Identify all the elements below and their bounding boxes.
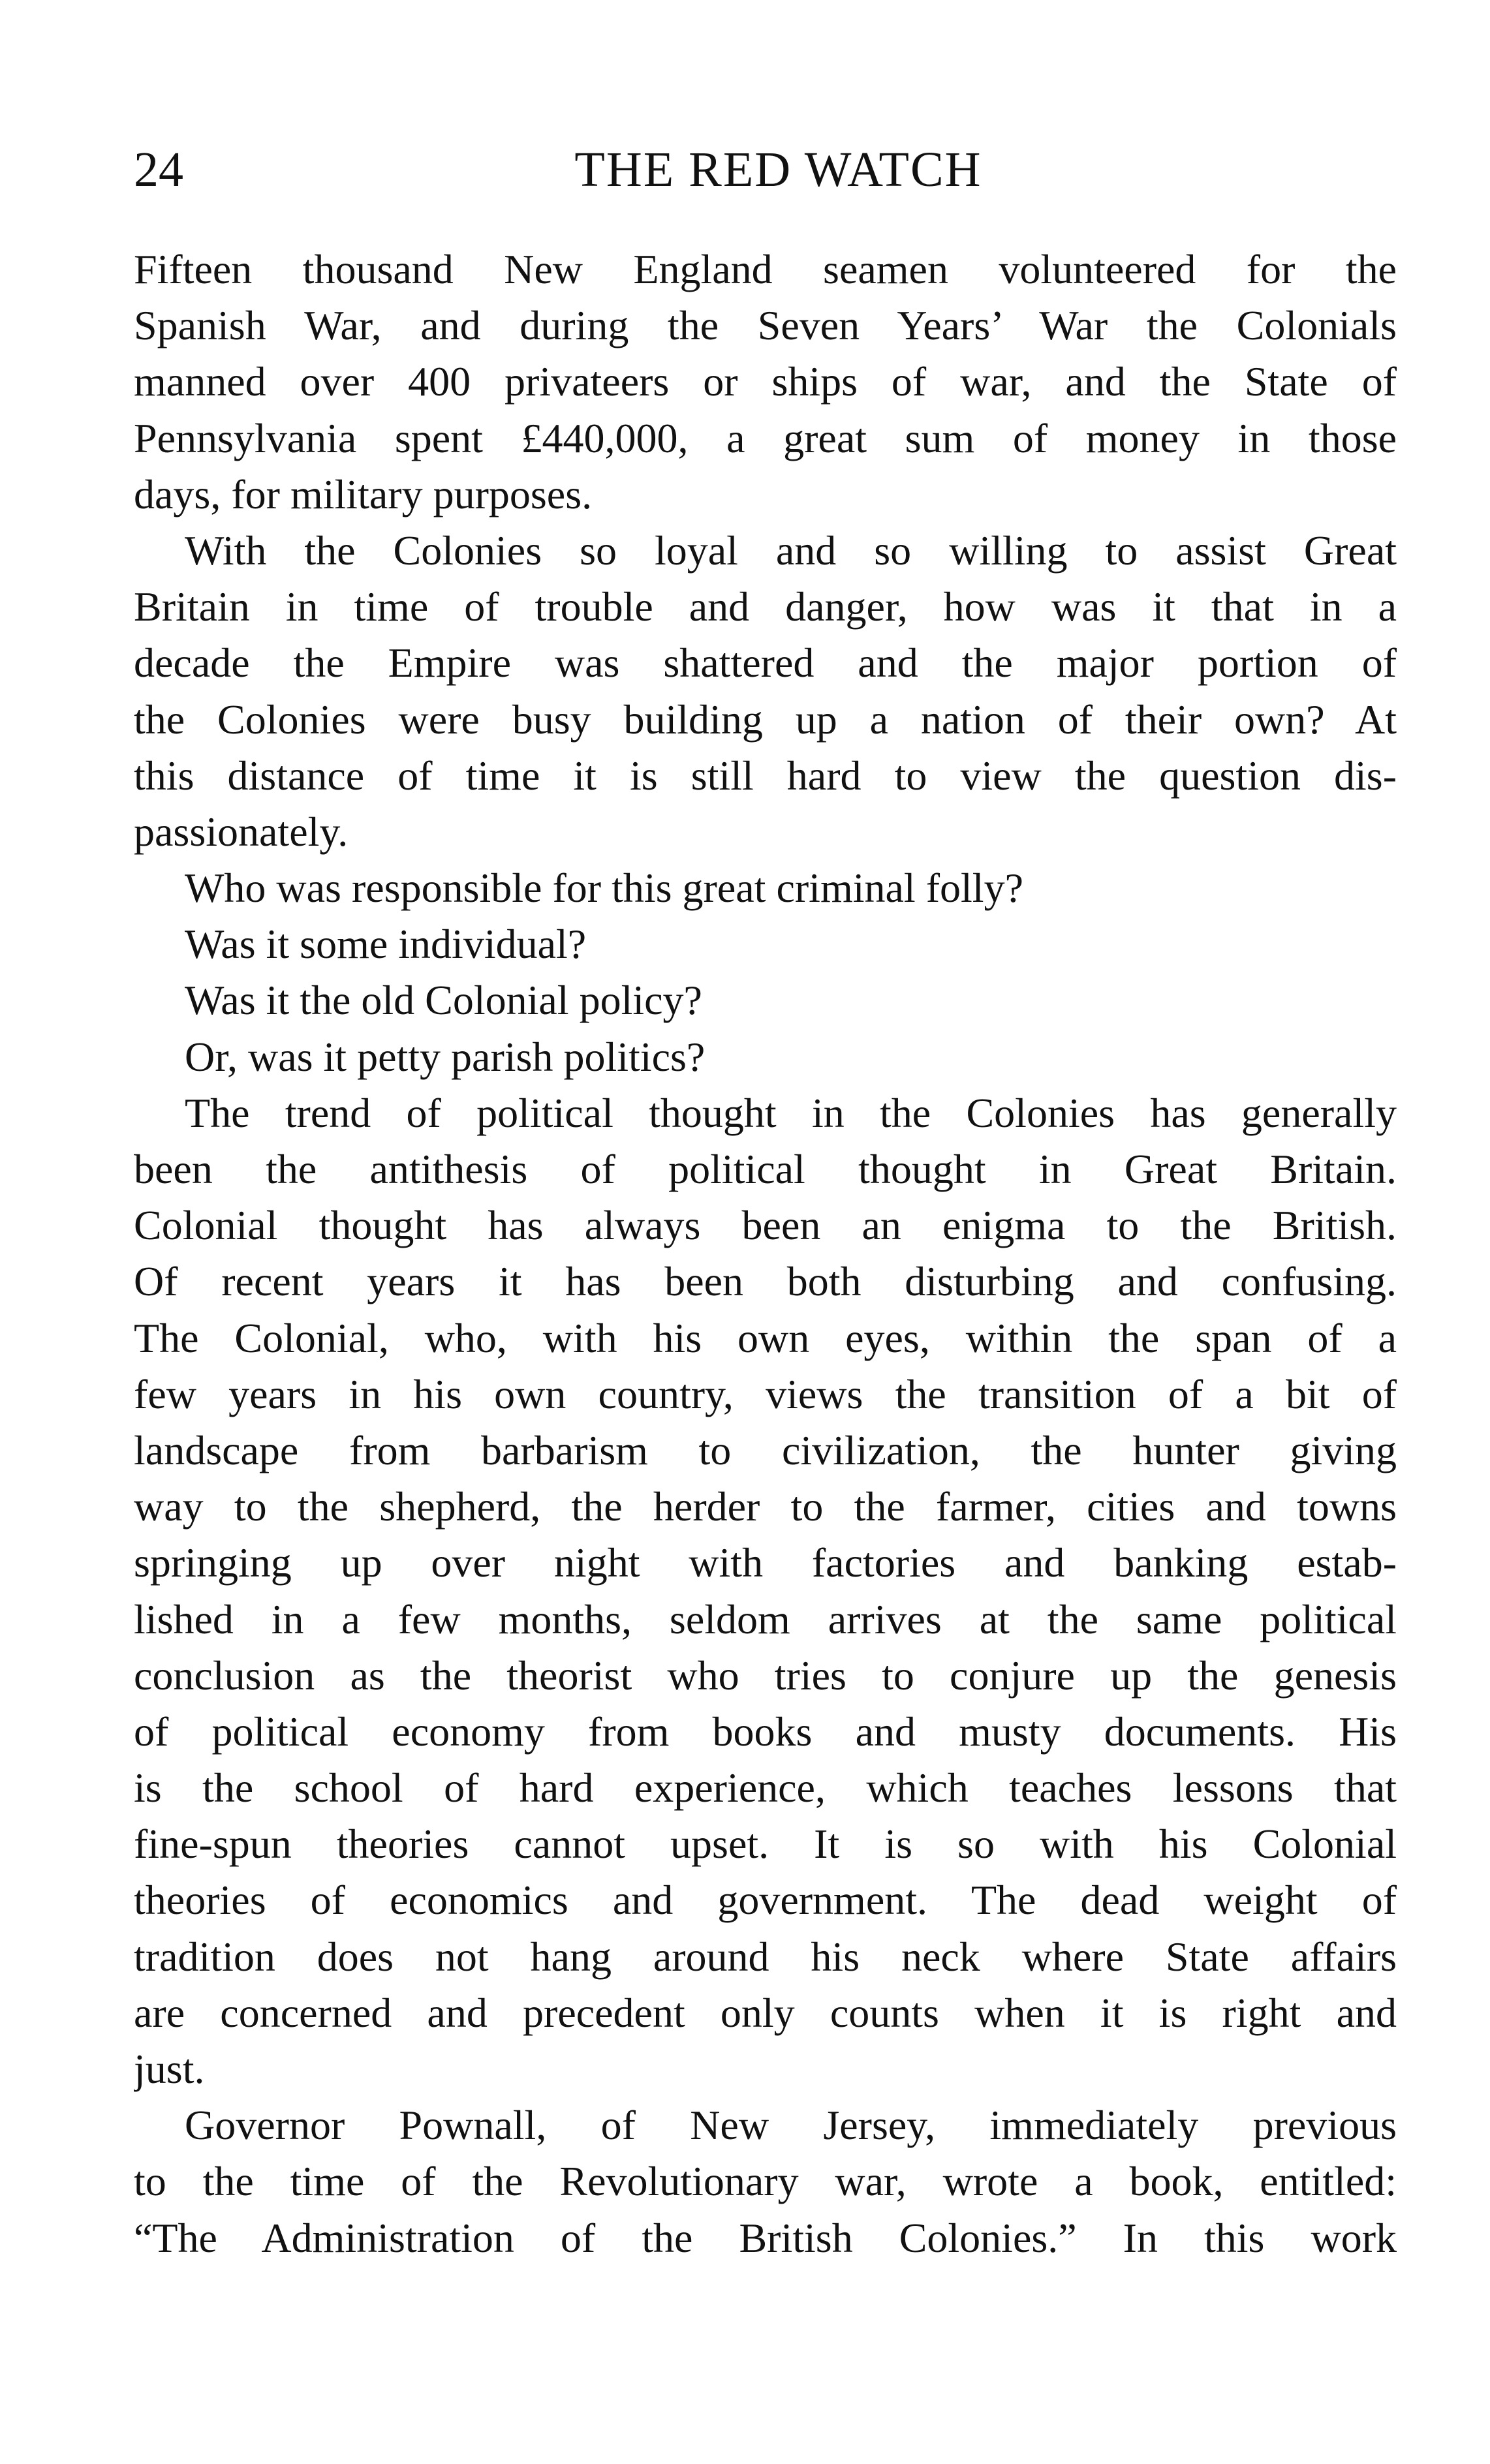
text-line: Britain in time of trouble and danger, how was it that in a xyxy=(134,583,1397,630)
text-line: the Colonies were busy building up a nation of their own? At xyxy=(134,696,1397,743)
text-line: fine-spun theories cannot upset. It is so with his Colonial xyxy=(134,1821,1397,1868)
page-header xyxy=(134,137,1397,202)
text-line: “The Administration of the British Colonies.” In this work xyxy=(134,2214,1397,2261)
text-line: manned over 400 privateers or ships of war, and the State of xyxy=(134,358,1397,405)
text-line: lished in a few months, seldom arrives at the same political xyxy=(134,1595,1397,1642)
body-text xyxy=(134,241,1397,2266)
text-line: days, for military purposes. xyxy=(134,470,593,517)
text-line: are concerned and precedent only counts when it is right and xyxy=(134,1989,1397,2036)
text-line: to the time of the Revolutionary war, wrote a book, entitled: xyxy=(134,2158,1397,2205)
text-line: Was it some individual? xyxy=(185,921,587,968)
text-line: Or, was it petty parish politics? xyxy=(185,1033,706,1080)
text-line: Pennsylvania spent £440,000, a great sum of money in those xyxy=(134,414,1397,461)
running-title: THE RED WATCH xyxy=(574,142,982,197)
text-line: springing up over night with factories and banking estab- xyxy=(134,1539,1397,1586)
text-line: Who was responsible for this great criminal folly? xyxy=(185,865,1023,912)
text-line: Colonial thought has always been an enigma to the British. xyxy=(134,1202,1397,1249)
text-line: decade the Empire was shattered and the major portion of xyxy=(134,639,1397,686)
text-line: landscape from barbarism to civilization, the hunter giving xyxy=(134,1426,1397,1473)
text-line: few years in his own country, views the transition of a bit of xyxy=(134,1370,1397,1417)
text-line: passionately. xyxy=(134,808,349,855)
text-line: way to the shepherd, the herder to the farmer, cities and towns xyxy=(134,1483,1397,1530)
text-line: theories of economics and government. The dead weight of xyxy=(134,1877,1397,1924)
text-line: Of recent years it has been both disturbing and confusing. xyxy=(134,1258,1397,1305)
text-line: conclusion as the theorist who tries to conjure up the genesis xyxy=(134,1652,1397,1699)
text-line: tradition does not hang around his neck where State affairs xyxy=(134,1933,1397,1980)
text-line: Was it the old Colonial policy? xyxy=(185,977,702,1024)
text-line: With the Colonies so loyal and so willing to assist Great xyxy=(185,527,1397,574)
text-line: Spanish War, and during the Seven Years’ War the Colonials xyxy=(134,302,1397,349)
text-line: Fifteen thousand New England seamen volunteered for the xyxy=(134,246,1397,292)
text-line: of political economy from books and musty documents. His xyxy=(134,1708,1397,1755)
text-line: is the school of hard experience, which teaches lessons that xyxy=(134,1764,1397,1811)
text-line: The trend of political thought in the Colonies has generally xyxy=(185,1089,1397,1136)
text-line: this distance of time it is still hard to view the question dis- xyxy=(134,752,1397,799)
page-number: 24 xyxy=(134,142,183,197)
text-line: been the antithesis of political thought in Great Britain. xyxy=(134,1146,1397,1192)
text-line: Governor Pownall, of New Jersey, immediately previous xyxy=(185,2102,1397,2149)
text-line: The Colonial, who, with his own eyes, within the span of a xyxy=(134,1314,1397,1361)
text-line: just. xyxy=(134,2046,205,2092)
